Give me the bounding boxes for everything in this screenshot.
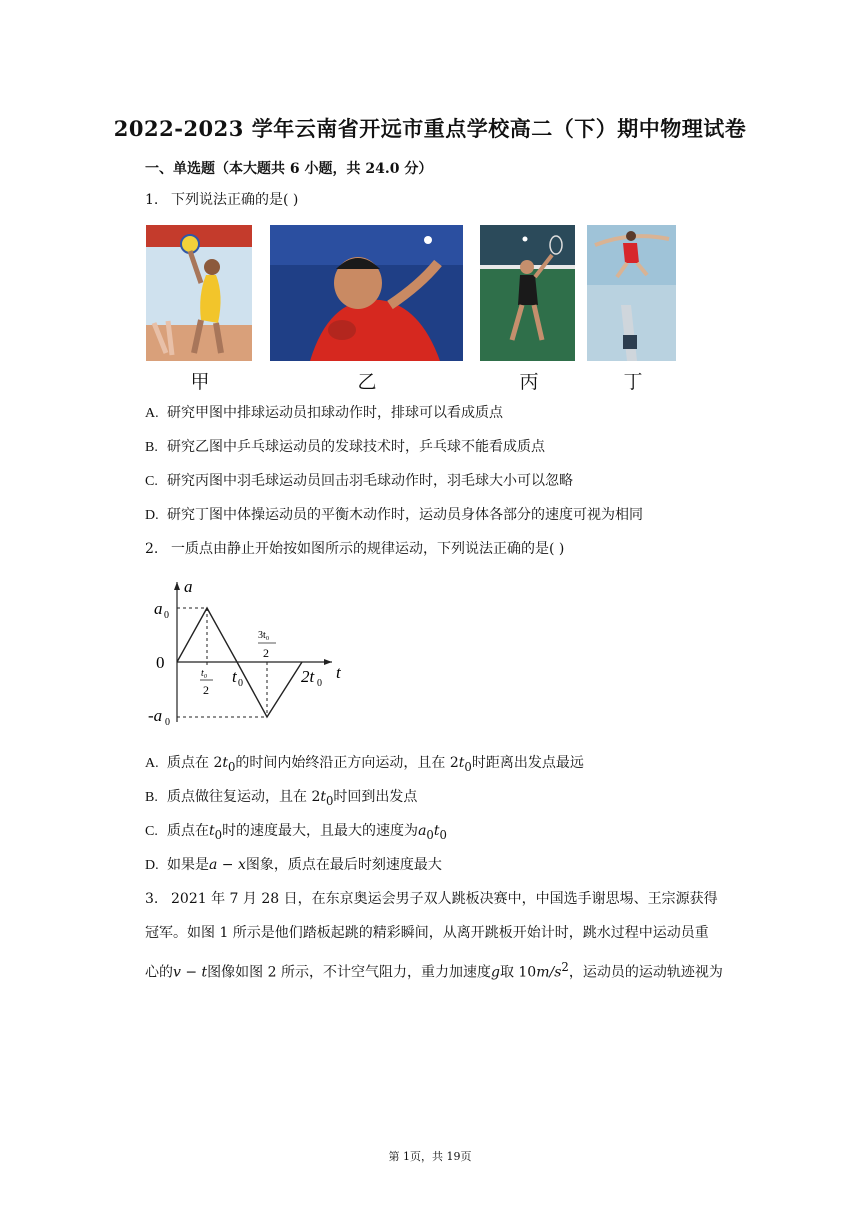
label-neg-a0-sub: 0 — [165, 717, 170, 728]
question-2 — [145, 539, 564, 559]
q2-option-c[interactable]: C. 质点在$t_0$时的速度最大，且最大的速度为$a_0t_0$ — [145, 823, 447, 842]
question-3 — [145, 889, 757, 983]
t-axis-arrow — [324, 659, 332, 665]
q2-option-d[interactable]: D. 如果是a − x图象，质点在最后时刻速度最大 — [145, 857, 442, 873]
section-heading: 一、单选题（本大题共 6 小题，共 24.0 分） — [145, 161, 433, 177]
a-axis-arrow — [174, 582, 180, 590]
photo-balance-beam — [587, 225, 676, 361]
q1-option-a[interactable]: A. 研究甲图中排球运动员扣球动作时，排球可以看成质点 — [145, 405, 503, 421]
caption-jia: 甲 — [190, 371, 210, 393]
label-a0-sub: 0 — [164, 610, 169, 621]
label-a0: a — [154, 599, 163, 618]
label-3t0-half-num: 3t₀ — [258, 630, 270, 641]
q1-option-d[interactable]: D. 研究丁图中体操运动员的平衡木动作时，运动员身体各部分的速度可视为相同 — [145, 507, 643, 523]
q2-option-b[interactable]: B. 质点做往复运动，且在 $2t_0$时回到出发点 — [145, 789, 418, 808]
question-number: 2. — [145, 541, 159, 557]
label-2t0: 2t — [301, 667, 315, 686]
q2-option-a[interactable]: A. 质点在 $2t_0$的时间内始终沿正方向运动，且在 $2t_0$时距离出发点最远 — [145, 755, 584, 774]
label-2t0-sub: 0 — [317, 678, 322, 689]
q3-line-1: 3. 2021 年 7 月 28 日，在东京奥运会男子双人跳板决赛中，中国选手谢思埸、王宗源获得 — [145, 891, 718, 907]
label-origin: 0 — [156, 653, 165, 672]
question-number: 1. — [145, 192, 159, 208]
label-a-axis: a — [184, 577, 193, 596]
photo-table-tennis — [270, 225, 463, 361]
photo-badminton — [480, 225, 575, 361]
page-title: 2022-2023 学年云南省开远市重点学校高二（下）期中物理试卷 — [113, 116, 747, 141]
photo-volleyball — [146, 225, 252, 361]
q3-line-3: 心的v − t图像如图 2 所示，不计空气阻力，重力加速度g取 $10m/s^2$，运动员的运动轨迹视为 — [145, 960, 723, 981]
label-t0-half-num: t₀ — [201, 668, 208, 679]
label-t0: t — [232, 667, 237, 686]
label-3t0-half-den: 2 — [263, 646, 269, 660]
label-t-axis: t — [336, 663, 341, 682]
acceleration-time-graph — [140, 574, 355, 734]
question-1 — [145, 190, 298, 210]
question-stem: 一质点由静止开始按如图所示的规律运动，下列说法正确的是( ) — [171, 541, 565, 557]
q3-line-2: 冠军。如图 1 所示是他们踏板起跳的精彩瞬间，从离开跳板开始计时，跳水过程中运动员重 — [145, 925, 709, 941]
q1-option-b[interactable]: B. 研究乙图中乒乓球运动员的发球技术时，乒乓球不能看成质点 — [145, 439, 545, 455]
caption-bing: 丙 — [519, 371, 539, 393]
q1-option-c[interactable]: C. 研究丙图中羽毛球运动员回击羽毛球动作时，羽毛球大小可以忽略 — [145, 473, 573, 489]
question-stem: 下列说法正确的是( ) — [171, 192, 299, 208]
page-footer: 第 1页，共 19页 — [388, 1150, 472, 1163]
caption-ding: 丁 — [623, 371, 643, 393]
caption-yi: 乙 — [357, 371, 377, 393]
label-t0-half-den: 2 — [203, 683, 209, 697]
label-t0-sub: 0 — [238, 678, 243, 689]
label-neg-a0: -a — [148, 706, 163, 725]
